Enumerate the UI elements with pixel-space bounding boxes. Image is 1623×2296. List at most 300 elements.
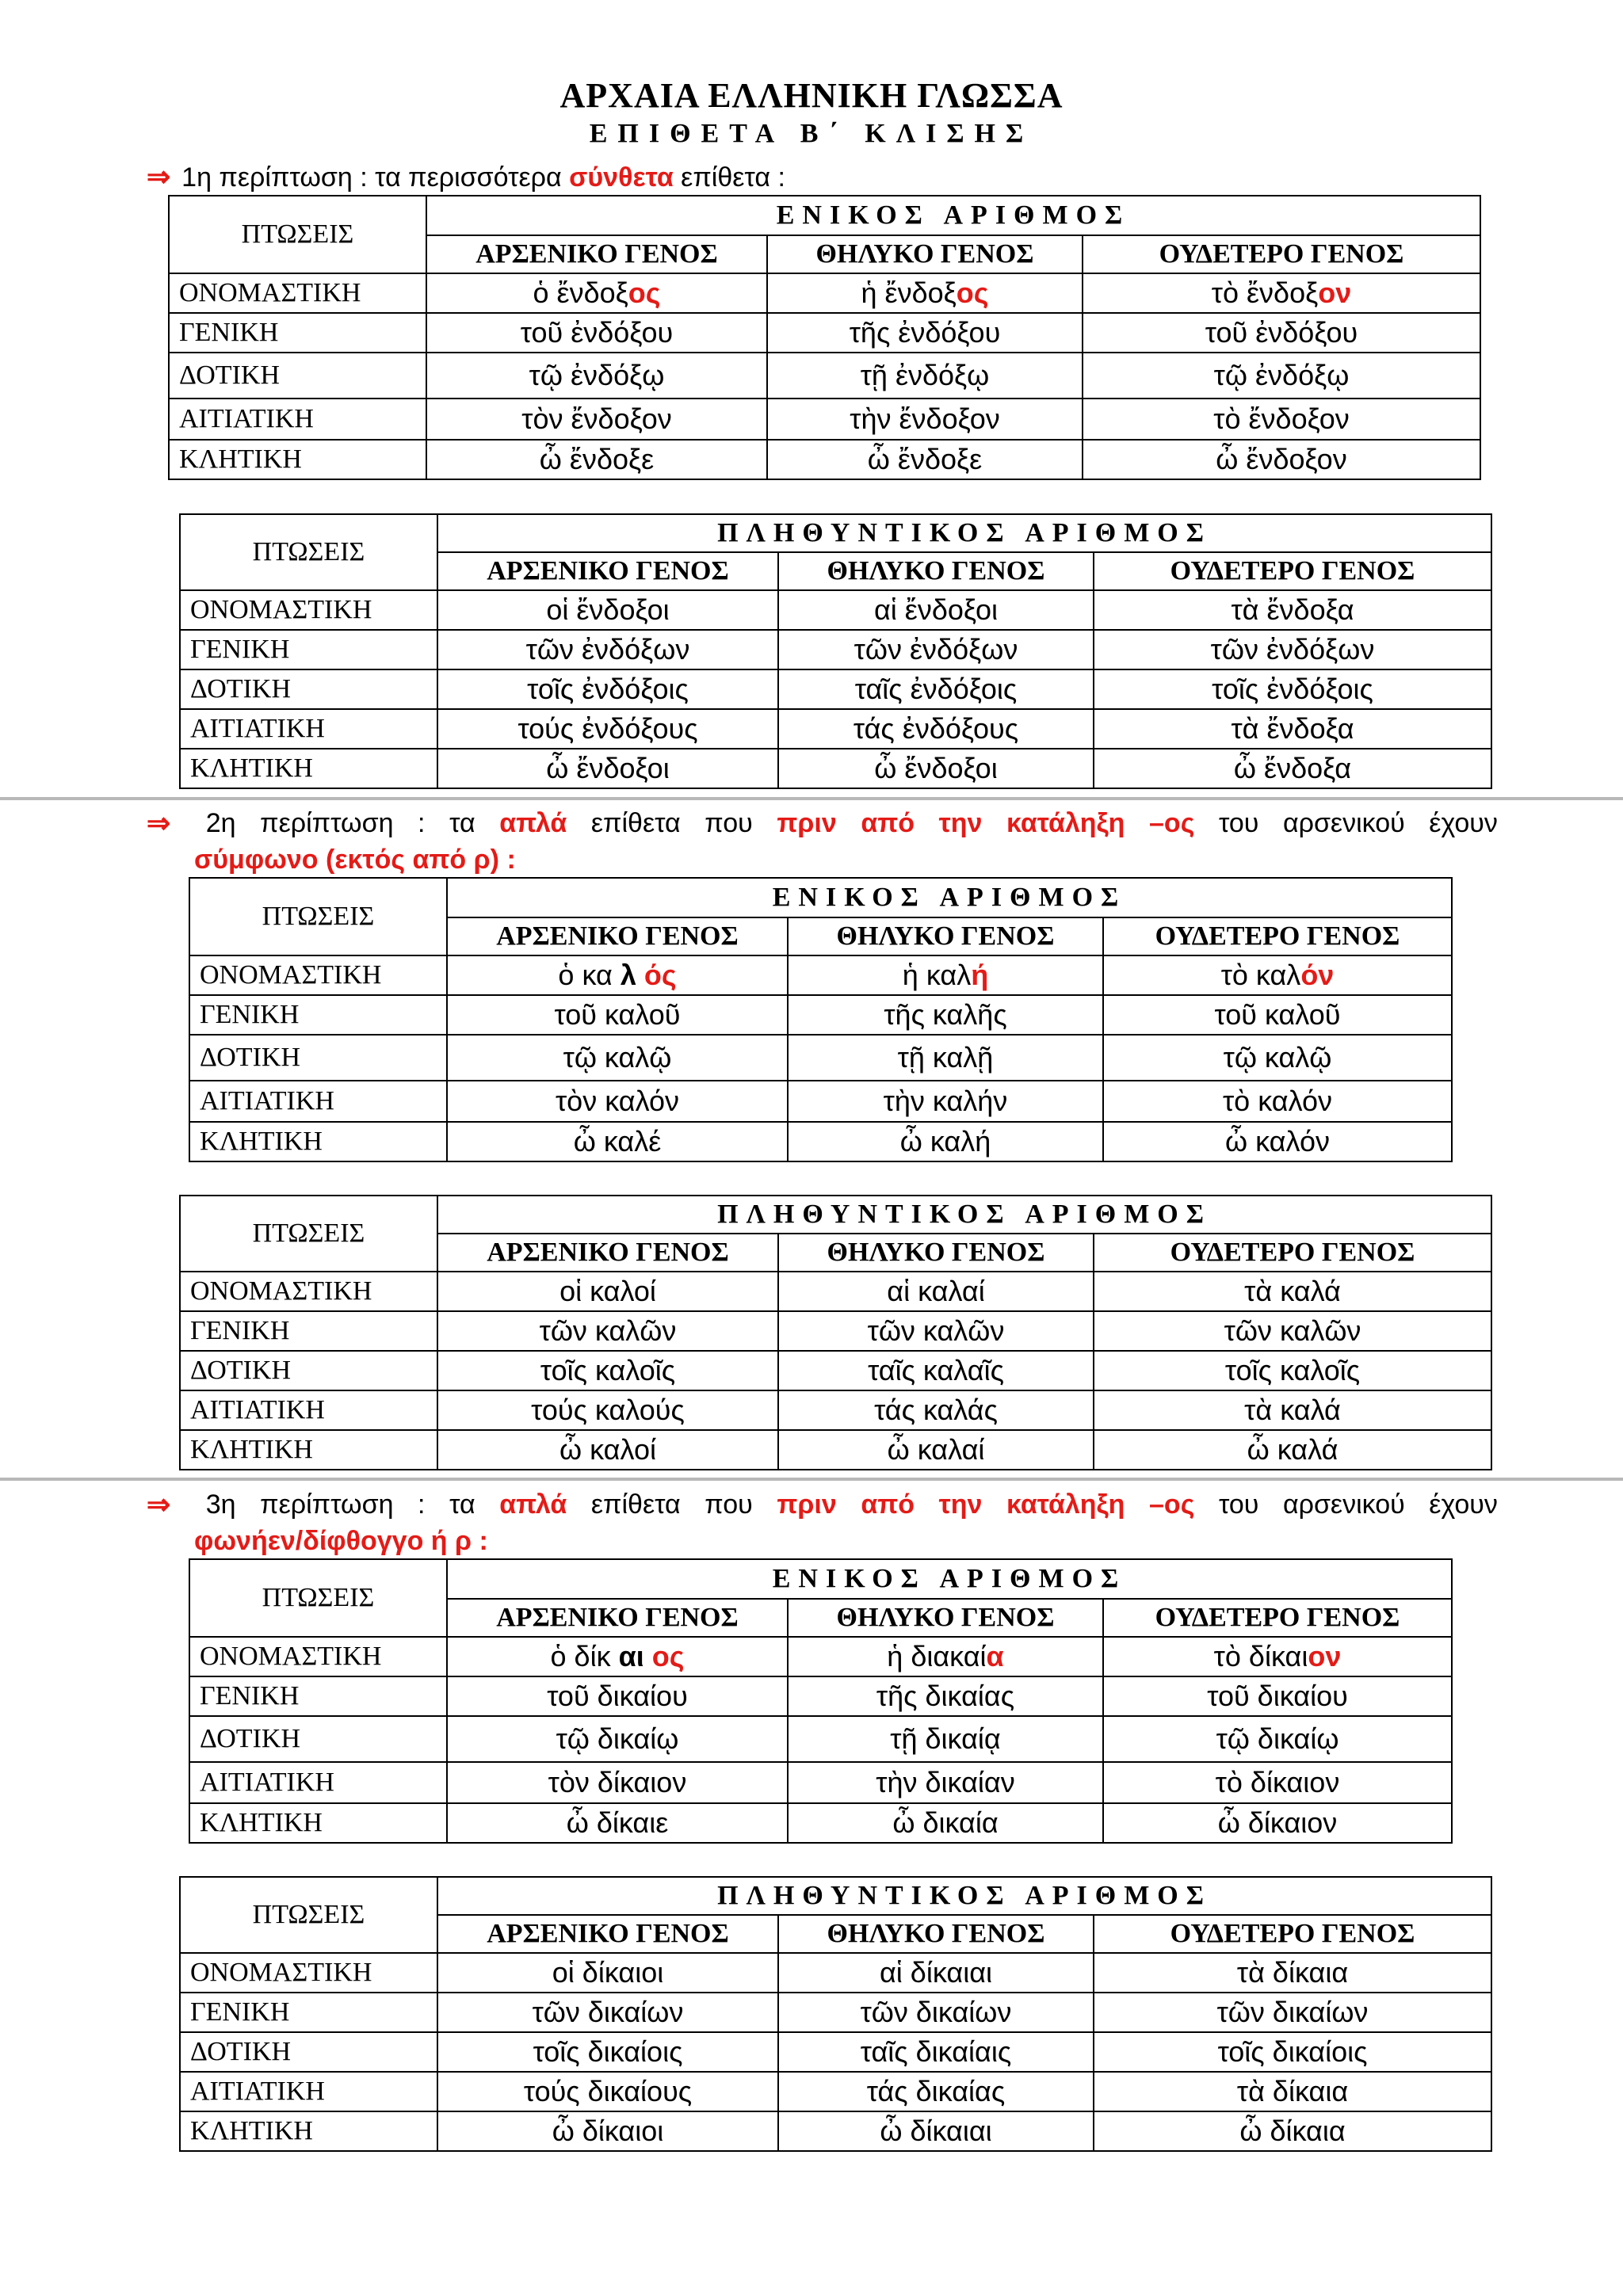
neuter-form-cell — [1094, 2111, 1491, 2151]
form-stem: ὁ κα — [558, 959, 621, 991]
neuter-form-cell — [1103, 995, 1452, 1035]
right-arrow-icon: ⇒ — [147, 1488, 171, 1520]
feminine-gender-header: ΘΗΛΥΚΟ ΓΕΝΟΣ — [778, 1234, 1094, 1272]
form-stem: τοῦ δικαίου — [1207, 1680, 1348, 1712]
feminine-form-cell — [767, 353, 1083, 399]
t1s-singular-table — [168, 195, 1481, 480]
form-stem: τὰ καλά — [1244, 1275, 1341, 1307]
form-stem: τοῦ ἐνδόξου — [520, 316, 674, 349]
t2p-plural-table — [179, 1195, 1492, 1470]
form-ending: ή — [971, 959, 989, 991]
case2-heading-word: την — [938, 808, 983, 838]
form-stem: τὰ δίκαια — [1236, 1956, 1349, 1989]
form-stem: τῶν καλῶν — [1224, 1314, 1361, 1347]
case2-heading-line1 — [147, 805, 1498, 841]
form-stem: τῶν δικαίων — [1216, 1996, 1369, 2028]
singular-number-header: ΕΝΙΚΟΣ ΑΡΙΘΜΟΣ — [426, 196, 1480, 235]
form-stem: οἱ καλοί — [559, 1275, 656, 1307]
case1-heading — [147, 158, 1498, 196]
form-stem: τούς ἐνδόξους — [517, 712, 698, 745]
page-subtitle: ΕΠΙΘΕΤΑ Β΄ ΚΛΙΣΗΣ — [589, 119, 1034, 148]
feminine-form-cell — [778, 1430, 1094, 1470]
right-arrow-icon: ⇒ — [147, 160, 171, 193]
table-row — [189, 995, 1452, 1035]
table-row — [189, 1716, 1452, 1762]
case3-heading-word: που — [705, 1489, 753, 1520]
form-stem: τῶν δικαίων — [860, 1996, 1012, 2028]
form-stem: τοῦ δικαίου — [547, 1680, 688, 1712]
case2-heading-word: που — [705, 808, 753, 838]
case-name-cell: ΟΝΟΜΑΣΤΙΚΗ — [189, 1637, 447, 1676]
form-stem: τάς δικαίας — [866, 2075, 1006, 2107]
case3-heading-word: την — [938, 1489, 983, 1520]
neuter-form-cell — [1094, 1272, 1491, 1311]
form-ending: ον — [1308, 1640, 1342, 1672]
table-row — [180, 2111, 1491, 2151]
form-stem: τῷ καλῷ — [563, 1041, 672, 1074]
masculine-form-cell — [437, 2111, 778, 2151]
neuter-form-cell — [1094, 709, 1491, 749]
feminine-form-cell — [778, 749, 1094, 788]
form-stem: τῶν καλῶν — [539, 1314, 677, 1347]
feminine-form-cell — [778, 709, 1094, 749]
feminine-form-cell — [788, 1081, 1103, 1122]
neuter-form-cell — [1094, 590, 1491, 630]
masculine-gender-header: ΑΡΣΕΝΙΚΟ ΓΕΝΟΣ — [426, 235, 767, 273]
form-ending: ος — [643, 1640, 685, 1672]
feminine-gender-header: ΘΗΛΥΚΟ ΓΕΝΟΣ — [788, 917, 1103, 955]
form-stem: τὰ ἔνδοξα — [1231, 712, 1354, 745]
form-stem: τὰ δίκαια — [1236, 2075, 1349, 2107]
case2-heading-word: : — [418, 808, 426, 838]
masculine-form-cell — [437, 669, 778, 709]
case3-heading-word: του — [1218, 1489, 1259, 1520]
form-stem: τῆς καλῆς — [884, 998, 1007, 1031]
masculine-form-cell — [447, 1637, 788, 1676]
form-ending: ος — [628, 277, 661, 309]
masculine-form-cell — [437, 749, 778, 788]
form-stem: ὦ καλά — [1247, 1433, 1338, 1466]
feminine-form-cell — [778, 1953, 1094, 1993]
case3-heading-word: περίπτωση — [260, 1489, 394, 1520]
case3-heading-word: –ος — [1149, 1489, 1195, 1520]
form-stem: τοῦ καλοῦ — [1214, 998, 1341, 1031]
case3-heading-line1 — [147, 1486, 1498, 1523]
neuter-gender-header: ΟΥΔΕΤΕΡΟ ΓΕΝΟΣ — [1103, 917, 1452, 955]
form-stem: ὦ ἔνδοξα — [1233, 752, 1352, 784]
case-name-cell: ΑΙΤΙΑΤΙΚΗ — [189, 1762, 447, 1803]
masculine-form-cell — [437, 1311, 778, 1351]
case-name-cell: ΔΟΤΙΚΗ — [169, 353, 426, 399]
form-stem: ὦ δίκαιον — [1217, 1806, 1338, 1839]
neuter-form-cell — [1103, 1035, 1452, 1081]
cases-header: ΠΤΩΣΕΙΣ — [169, 196, 426, 273]
form-stem: ὦ ἔνδοξε — [539, 443, 655, 475]
feminine-form-cell — [778, 2032, 1094, 2072]
form-stem: ἡ ἔνδοξ — [861, 277, 957, 309]
case2-heading-word: πριν — [777, 808, 837, 838]
masculine-form-cell — [437, 1953, 778, 1993]
form-ending: όν — [1300, 959, 1335, 991]
case3-heading-word: απλά — [499, 1489, 567, 1520]
case-name-cell: ΔΟΤΙΚΗ — [189, 1035, 447, 1081]
case2-heading-word: κατάληξη — [1006, 808, 1125, 838]
masculine-gender-header: ΑΡΣΕΝΙΚΟ ΓΕΝΟΣ — [447, 1599, 788, 1637]
case2-heading-word: περίπτωση — [260, 808, 394, 838]
table-row — [180, 1272, 1491, 1311]
feminine-form-cell — [778, 2111, 1094, 2151]
form-stem: τὸν καλόν — [555, 1085, 680, 1117]
feminine-form-cell — [788, 1122, 1103, 1161]
case-name-cell: ΟΝΟΜΑΣΤΙΚΗ — [189, 955, 447, 995]
form-stem: ὦ καλαί — [887, 1433, 985, 1466]
form-stem: τὸ δίκαι — [1213, 1640, 1308, 1672]
feminine-form-cell — [788, 1035, 1103, 1081]
masculine-form-cell — [426, 440, 767, 479]
cases-header: ΠΤΩΣΕΙΣ — [180, 1877, 437, 1953]
neuter-gender-header: ΟΥΔΕΤΕΡΟ ΓΕΝΟΣ — [1083, 235, 1480, 273]
neuter-form-cell — [1094, 1993, 1491, 2032]
masculine-form-cell — [447, 995, 788, 1035]
case3-heading-line2 — [147, 1523, 1498, 1559]
masculine-form-cell — [437, 2032, 778, 2072]
section-separator — [0, 797, 1623, 800]
table-row — [180, 630, 1491, 669]
form-ending: ος — [956, 277, 989, 309]
neuter-form-cell — [1094, 2072, 1491, 2111]
form-stem: αἱ καλαί — [887, 1275, 985, 1307]
form-stem: τὸ ἔνδοξον — [1213, 402, 1350, 435]
form-stem: τῶν ἐνδόξων — [854, 633, 1018, 666]
case3-heading-word: έχουν — [1429, 1489, 1498, 1520]
case-name-cell: ΓΕΝΙΚΗ — [180, 1993, 437, 2032]
form-stem: οἱ ἔνδοξοι — [546, 593, 670, 626]
case-name-cell: ΚΛΗΤΙΚΗ — [189, 1122, 447, 1161]
masculine-form-cell — [437, 2072, 778, 2111]
form-stem-highlight: λ — [620, 959, 636, 991]
table-row — [189, 1803, 1452, 1843]
neuter-form-cell — [1094, 1390, 1491, 1430]
masculine-form-cell — [437, 1430, 778, 1470]
feminine-form-cell — [778, 1351, 1094, 1390]
masculine-form-cell — [447, 1676, 788, 1716]
neuter-gender-header: ΟΥΔΕΤΕΡΟ ΓΕΝΟΣ — [1094, 552, 1491, 590]
table-row — [180, 590, 1491, 630]
plural-number-header: ΠΛΗΘΥΝΤΙΚΟΣ ΑΡΙΘΜΟΣ — [437, 1877, 1491, 1915]
masculine-form-cell — [437, 1272, 778, 1311]
form-stem: τὸ καλόν — [1222, 1085, 1333, 1117]
form-stem: τάς καλάς — [874, 1394, 998, 1426]
table-row — [180, 1390, 1491, 1430]
neuter-form-cell — [1103, 1637, 1452, 1676]
table-row — [169, 440, 1480, 479]
form-stem: ὦ δίκαιαι — [880, 2115, 992, 2147]
neuter-form-cell — [1083, 353, 1480, 399]
masculine-form-cell — [437, 630, 778, 669]
form-stem: ὦ δίκαιοι — [552, 2115, 664, 2147]
form-stem: ταῖς ἐνδόξοις — [854, 673, 1018, 705]
neuter-form-cell — [1094, 1311, 1491, 1351]
feminine-form-cell — [767, 313, 1083, 353]
t3s-singular-table — [189, 1558, 1453, 1844]
table-row — [180, 1953, 1491, 1993]
neuter-form-cell — [1103, 1676, 1452, 1716]
form-stem: ταῖς καλαῖς — [868, 1354, 1004, 1386]
singular-number-header: ΕΝΙΚΟΣ ΑΡΙΘΜΟΣ — [447, 878, 1452, 917]
form-stem: τῶν δικαίων — [532, 1996, 684, 2028]
case-name-cell: ΑΙΤΙΑΤΙΚΗ — [180, 709, 437, 749]
masculine-form-cell — [447, 955, 788, 995]
case-name-cell: ΟΝΟΜΑΣΤΙΚΗ — [180, 590, 437, 630]
masculine-form-cell — [437, 709, 778, 749]
t2s-singular-table — [189, 877, 1453, 1162]
form-stem: τῶν καλῶν — [867, 1314, 1005, 1347]
case2-heading-word: επίθετα — [590, 808, 681, 838]
feminine-form-cell — [788, 1637, 1103, 1676]
form-stem: τὸ δίκαιον — [1215, 1766, 1340, 1798]
form-stem: ὦ ἔνδοξοι — [874, 752, 998, 784]
cases-header: ΠΤΩΣΕΙΣ — [189, 1559, 447, 1637]
table-row — [189, 955, 1452, 995]
neuter-form-cell — [1094, 1430, 1491, 1470]
table-row — [180, 709, 1491, 749]
case3-heading-word: 3η — [205, 1489, 236, 1520]
form-stem: τούς καλούς — [531, 1394, 685, 1426]
form-stem: τοῖς δικαίοις — [1217, 2035, 1368, 2068]
feminine-form-cell — [788, 955, 1103, 995]
neuter-gender-header: ΟΥΔΕΤΕΡΟ ΓΕΝΟΣ — [1094, 1915, 1491, 1953]
masculine-form-cell — [447, 1081, 788, 1122]
neuter-gender-header: ΟΥΔΕΤΕΡΟ ΓΕΝΟΣ — [1103, 1599, 1452, 1637]
case1-label-post: επίθετα : — [673, 162, 785, 193]
form-stem: ὦ δικαία — [892, 1806, 999, 1839]
page-title: ΑΡΧΑΙΑ ΕΛΛΗΝΙΚΗ ΓΛΩΣΣΑ — [559, 76, 1064, 115]
case-name-cell: ΚΛΗΤΙΚΗ — [180, 2111, 437, 2151]
feminine-form-cell — [788, 1762, 1103, 1803]
form-stem: ὦ καλοί — [559, 1433, 656, 1466]
case2-heading-word: από — [861, 808, 915, 838]
masculine-form-cell — [447, 1122, 788, 1161]
form-stem: τῇ δικαίᾳ — [890, 1722, 1001, 1755]
case1-label-red: σύνθετα — [569, 162, 674, 193]
neuter-form-cell — [1103, 1762, 1452, 1803]
masculine-form-cell — [426, 273, 767, 313]
feminine-form-cell — [767, 440, 1083, 479]
neuter-form-cell — [1103, 1716, 1452, 1762]
feminine-form-cell — [778, 1311, 1094, 1351]
masculine-form-cell — [447, 1803, 788, 1843]
table-row — [180, 1993, 1491, 2032]
form-stem: αἱ ἔνδοξοι — [873, 593, 999, 626]
case3-heading-word: από — [861, 1489, 915, 1520]
case2-heading-word: έχουν — [1429, 808, 1498, 838]
form-stem: τοῖς καλοῖς — [1224, 1354, 1361, 1386]
form-stem: τοῖς καλοῖς — [540, 1354, 676, 1386]
masculine-gender-header: ΑΡΣΕΝΙΚΟ ΓΕΝΟΣ — [447, 917, 788, 955]
neuter-gender-header: ΟΥΔΕΤΕΡΟ ΓΕΝΟΣ — [1094, 1234, 1491, 1272]
masculine-form-cell — [426, 353, 767, 399]
form-stem: τὴν καλήν — [883, 1085, 1008, 1117]
case-name-cell: ΓΕΝΙΚΗ — [180, 1311, 437, 1351]
masculine-form-cell — [426, 399, 767, 440]
table-row — [169, 353, 1480, 399]
form-stem: τὴν ἔνδοξον — [850, 402, 1000, 435]
form-stem: τὸ καλ — [1220, 959, 1301, 991]
feminine-form-cell — [778, 630, 1094, 669]
feminine-form-cell — [778, 669, 1094, 709]
table-row — [180, 2032, 1491, 2072]
neuter-form-cell — [1094, 2032, 1491, 2072]
masculine-form-cell — [426, 313, 767, 353]
case-name-cell: ΓΕΝΙΚΗ — [169, 313, 426, 353]
feminine-form-cell — [767, 273, 1083, 313]
form-stem: τῷ καλῷ — [1223, 1041, 1332, 1074]
case2-heading-word: απλά — [499, 808, 567, 838]
case2-heading-word: 2η — [205, 808, 236, 838]
neuter-form-cell — [1103, 1081, 1452, 1122]
masculine-form-cell — [447, 1035, 788, 1081]
form-stem: τὰ ἔνδοξα — [1231, 593, 1354, 626]
feminine-form-cell — [778, 590, 1094, 630]
form-stem: ταῖς δικαίαις — [860, 2035, 1012, 2068]
case2-heading-word: αρσενικού — [1282, 808, 1405, 838]
neuter-form-cell — [1083, 313, 1480, 353]
form-stem: τὰ καλά — [1244, 1394, 1341, 1426]
case-name-cell: ΟΝΟΜΑΣΤΙΚΗ — [180, 1953, 437, 1993]
form-stem: ὁ δίκ — [550, 1640, 619, 1672]
case-name-cell: ΚΛΗΤΙΚΗ — [189, 1803, 447, 1843]
form-stem: τῆς δικαίας — [876, 1680, 1015, 1712]
form-stem: ὦ ἔνδοξον — [1216, 443, 1347, 475]
feminine-form-cell — [788, 1676, 1103, 1716]
t1p-plural-table — [179, 513, 1492, 789]
case-name-cell: ΟΝΟΜΑΣΤΙΚΗ — [169, 273, 426, 313]
section-separator — [0, 1478, 1623, 1481]
case-name-cell: ΓΕΝΙΚΗ — [189, 1676, 447, 1716]
table-row — [189, 1676, 1452, 1716]
case3-heading-word: αρσενικού — [1282, 1489, 1405, 1520]
case2-label-red: σύμφωνο (εκτός από ρ) : — [194, 845, 516, 875]
form-stem: ὦ ἔνδοξε — [867, 443, 983, 475]
case2-heading-line2 — [147, 841, 1498, 878]
masculine-form-cell — [437, 1390, 778, 1430]
case-name-cell: ΑΙΤΙΑΤΙΚΗ — [189, 1081, 447, 1122]
feminine-gender-header: ΘΗΛΥΚΟ ΓΕΝΟΣ — [767, 235, 1083, 273]
form-stem: τὴν δικαίαν — [876, 1766, 1015, 1798]
form-stem: τοῦ καλοῦ — [554, 998, 681, 1031]
case3-label-red: φωνήεν/δίφθογγο ή ρ : — [194, 1526, 488, 1556]
plural-number-header: ΠΛΗΘΥΝΤΙΚΟΣ ΑΡΙΘΜΟΣ — [437, 514, 1491, 552]
neuter-form-cell — [1094, 1953, 1491, 1993]
table-row — [169, 273, 1480, 313]
case-name-cell: ΚΛΗΤΙΚΗ — [180, 1430, 437, 1470]
cases-header: ΠΤΩΣΕΙΣ — [189, 878, 447, 955]
case-name-cell: ΑΙΤΙΑΤΙΚΗ — [169, 399, 426, 440]
feminine-form-cell — [788, 1803, 1103, 1843]
form-stem: ὦ καλή — [899, 1125, 991, 1158]
form-stem: ὦ καλέ — [573, 1125, 662, 1158]
form-stem: τῷ δικαίῳ — [556, 1722, 679, 1755]
right-arrow-icon: ⇒ — [147, 807, 171, 839]
case-name-cell: ΑΙΤΙΑΤΙΚΗ — [180, 2072, 437, 2111]
case-name-cell: ΔΟΤΙΚΗ — [189, 1716, 447, 1762]
case-name-cell: ΚΛΗΤΙΚΗ — [169, 440, 426, 479]
case3-heading — [147, 1486, 1498, 1559]
form-stem: τὸ ἔνδοξ — [1211, 277, 1319, 309]
table-row — [169, 399, 1480, 440]
form-stem: τούς δικαίους — [523, 2075, 693, 2107]
table-row — [180, 669, 1491, 709]
masculine-gender-header: ΑΡΣΕΝΙΚΟ ΓΕΝΟΣ — [437, 1234, 778, 1272]
feminine-form-cell — [778, 1390, 1094, 1430]
form-stem: ὦ δίκαιε — [566, 1806, 669, 1839]
feminine-form-cell — [788, 995, 1103, 1035]
case2-heading-word: –ος — [1149, 808, 1195, 838]
form-stem: τὸν ἔνδοξον — [521, 402, 672, 435]
case-name-cell: ΟΝΟΜΑΣΤΙΚΗ — [180, 1272, 437, 1311]
form-stem: τῷ ἐνδόξῳ — [1213, 359, 1350, 391]
case-name-cell: ΔΟΤΙΚΗ — [180, 1351, 437, 1390]
neuter-form-cell — [1094, 630, 1491, 669]
case-name-cell: ΑΙΤΙΑΤΙΚΗ — [180, 1390, 437, 1430]
feminine-form-cell — [778, 2072, 1094, 2111]
form-stem: τῇ ἐνδόξῳ — [860, 359, 990, 391]
form-stem: τὸν δίκαιον — [548, 1766, 687, 1798]
table-row — [180, 749, 1491, 788]
case2-heading-word: τα — [449, 808, 475, 838]
table-row — [180, 2072, 1491, 2111]
case2-heading — [147, 805, 1498, 878]
table-row — [189, 1035, 1452, 1081]
neuter-form-cell — [1083, 273, 1480, 313]
table-row — [180, 1430, 1491, 1470]
feminine-gender-header: ΘΗΛΥΚΟ ΓΕΝΟΣ — [788, 1599, 1103, 1637]
masculine-gender-header: ΑΡΣΕΝΙΚΟ ΓΕΝΟΣ — [437, 1915, 778, 1953]
form-stem: τῶν ἐνδόξων — [1210, 633, 1375, 666]
case3-heading-word: τα — [449, 1489, 475, 1520]
neuter-form-cell — [1094, 1351, 1491, 1390]
form-ending: ός — [636, 959, 677, 991]
form-stem: τῷ δικαίῳ — [1216, 1722, 1339, 1755]
table-row — [189, 1637, 1452, 1676]
form-stem-highlight: αι — [618, 1640, 644, 1672]
masculine-form-cell — [447, 1716, 788, 1762]
singular-number-header: ΕΝΙΚΟΣ ΑΡΙΘΜΟΣ — [447, 1559, 1452, 1599]
form-stem: τῷ ἐνδόξῳ — [529, 359, 665, 391]
neuter-form-cell — [1094, 669, 1491, 709]
form-stem: ἡ καλ — [902, 959, 972, 991]
neuter-form-cell — [1103, 955, 1452, 995]
form-stem: οἱ δίκαιοι — [552, 1956, 664, 1989]
feminine-gender-header: ΘΗΛΥΚΟ ΓΕΝΟΣ — [778, 552, 1094, 590]
neuter-form-cell — [1083, 399, 1480, 440]
form-stem: τῶν ἐνδόξων — [525, 633, 690, 666]
case2-heading-word: του — [1218, 808, 1259, 838]
masculine-form-cell — [447, 1762, 788, 1803]
form-stem: τοῖς ἐνδόξοις — [527, 673, 689, 705]
form-stem: τοῦ ἐνδόξου — [1205, 316, 1358, 349]
case-name-cell: ΔΟΤΙΚΗ — [180, 2032, 437, 2072]
form-stem: τῆς ἐνδόξου — [849, 316, 1001, 349]
table-row — [180, 1351, 1491, 1390]
case-name-cell: ΓΕΝΙΚΗ — [180, 630, 437, 669]
form-stem: ἡ διακαί — [887, 1640, 987, 1672]
neuter-form-cell — [1083, 440, 1480, 479]
form-ending: ον — [1318, 277, 1352, 309]
cases-header: ΠΤΩΣΕΙΣ — [180, 1196, 437, 1272]
form-stem: τοῖς δικαίοις — [533, 2035, 683, 2068]
masculine-form-cell — [437, 1351, 778, 1390]
